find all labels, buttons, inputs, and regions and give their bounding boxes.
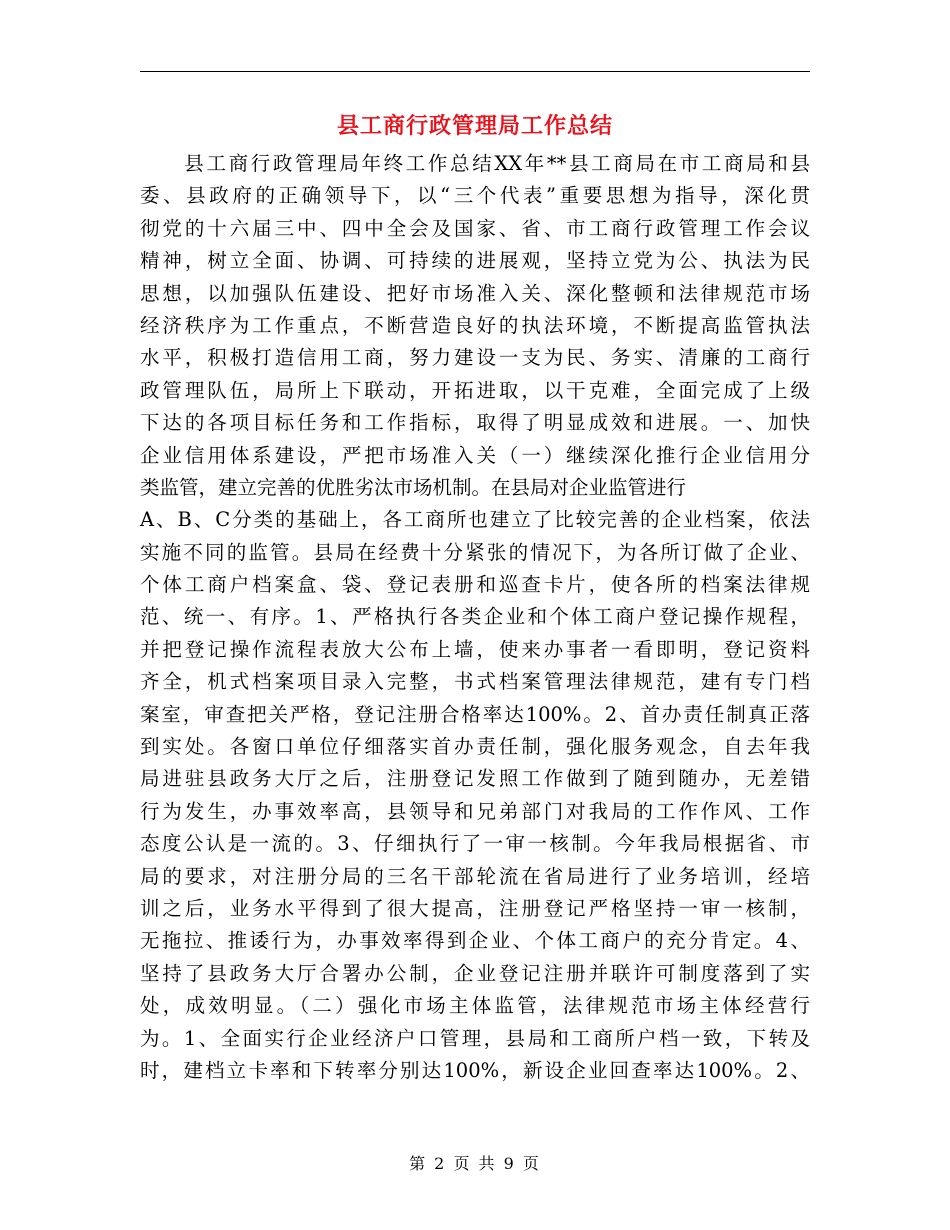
- body-line: 训之后，业务水平得到了很大提高，注册登记严格坚持一审一核制，: [140, 896, 810, 920]
- header-rule: [140, 71, 810, 72]
- body-line: 彻党的十六届三中、四中全会及国家、省、市工商行政管理工作会议: [140, 216, 810, 240]
- document-body: [140, 148, 810, 1087]
- document-title: 县工商行政管理局工作总结: [336, 113, 613, 139]
- body-line: 实施不同的监管。县局在经费十分紧张的情况下，为各所订做了企业、: [140, 540, 810, 564]
- body-line: 县工商行政管理局年终工作总结XX年**县工商局在市工商局和县: [140, 152, 810, 175]
- body-line: 企业信用体系建设，严把市场准入关（一）继续深化推行企业信用分: [140, 443, 810, 467]
- body-line: 经济秩序为工作重点，不断营造良好的执法环境，不断提高监管执法: [140, 313, 810, 337]
- body-line: 无拖拉、推诿行为，办事效率得到企业、个体工商户的充分肯定。4、: [140, 929, 810, 953]
- body-line: 案室，审查把关严格，登记注册合格率达100%。2、首办责任制真正落: [140, 702, 810, 726]
- body-line: 精神，树立全面、协调、可持续的进展观，坚持立党为公、执法为民: [140, 249, 810, 273]
- body-line: 并把登记操作流程表放大公布上墙，使来办事者一看即明，登记资料: [140, 637, 810, 661]
- body-line: A、B、C分类的基础上，各工商所也建立了比较完善的企业档案，依法: [140, 508, 810, 532]
- body-line: 个体工商户档案盒、袋、登记表册和巡查卡片，使各所的档案法律规: [140, 573, 810, 597]
- body-line: 局进驻县政务大厅之后，注册登记发照工作做到了随到随办，无差错: [140, 767, 810, 791]
- body-line: 到实处。各窗口单位仔细落实首办责任制，强化服务观念，自去年我: [140, 735, 810, 759]
- body-line: 齐全，机式档案项目录入完整，书式档案管理法律规范，建有专门档: [140, 670, 810, 694]
- body-line: 类监管，建立完善的优胜劣汰市场机制。在县局对企业监管进行: [140, 475, 687, 499]
- body-line: 委、县政府的正确领导下，以“三个代表”重要思想为指导，深化贯: [140, 184, 810, 208]
- body-line: 处，成效明显。（二）强化市场主体监管，法律规范市场主体经营行: [140, 994, 810, 1018]
- body-line: 为。1、全面实行企业经济户口管理，县局和工商所户档一致，下转及: [140, 1026, 810, 1050]
- body-line: 局的要求，对注册分局的三名干部轮流在省局进行了业务培训，经培: [140, 864, 810, 888]
- body-line: 下达的各项目标任务和工作指标，取得了明显成效和进展。一、加快: [140, 411, 810, 435]
- body-line: 行为发生，办事效率高，县领导和兄弟部门对我局的工作作风、工作: [140, 799, 810, 823]
- body-line: 思想，以加强队伍建设、把好市场准入关、深化整顿和法律规范市场: [140, 281, 810, 305]
- body-line: 范、统一、有序。1、严格执行各类企业和个体工商户登记操作规程，: [140, 605, 810, 629]
- page-number-footer: 第 2 页 共 9 页: [409, 1154, 541, 1173]
- body-line: 时，建档立卡率和下转率分别达100%，新设企业回查率达100%。2、: [140, 1058, 810, 1082]
- body-line: 坚持了县政务大厅合署办公制，企业登记注册并联许可制度落到了实: [140, 961, 810, 985]
- body-line: 政管理队伍，局所上下联动，开拓进取，以干克难，全面完成了上级: [140, 378, 810, 402]
- body-line: 水平，积极打造信用工商，努力建设一支为民、务实、清廉的工商行: [140, 346, 810, 370]
- body-line: 态度公认是一流的。3、仔细执行了一审一核制。今年我局根据省、市: [140, 832, 810, 856]
